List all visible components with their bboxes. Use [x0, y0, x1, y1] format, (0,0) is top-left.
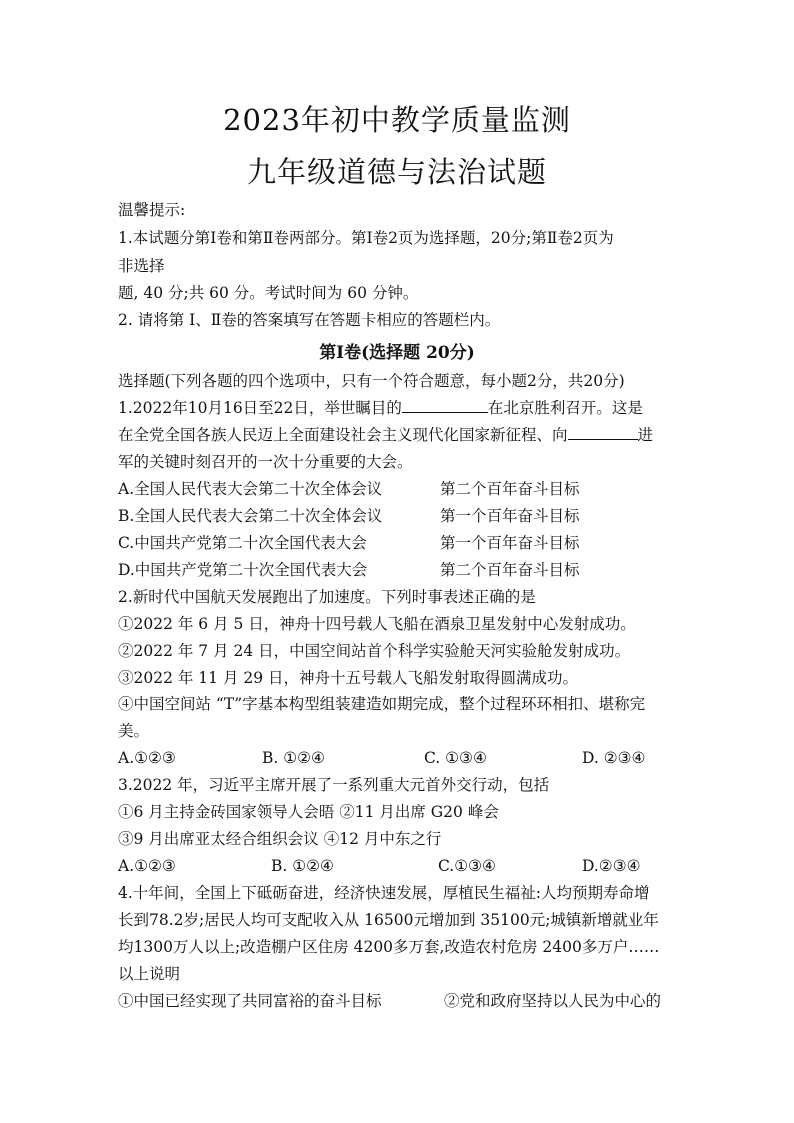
question-2-stem: 2.新时代中国航天发展跑出了加速度。下列时事表述正确的是: [118, 588, 536, 606]
q2-statement-3: ③2022 年 11 月 29 日，神舟十五号载人飞船发射取得圆满成功。: [118, 669, 579, 687]
question-1-line-1: [118, 398, 643, 418]
q2-statement-4-line-2: 美。: [118, 722, 150, 740]
q1-text-b: 在北京胜利召开。这是: [487, 399, 643, 417]
section-instructions: 选择题(下列各题的四个选项中，只有一个符合题意，每小题2分，共20分): [118, 372, 625, 390]
question-1-line-2: [118, 425, 653, 445]
q1-text-d: 进: [637, 426, 654, 444]
q4-statement-2: ②党和政府坚持以人民为中心的: [444, 992, 662, 1010]
q1-option-c-right: 第一个百年奋斗目标: [440, 534, 580, 552]
q1-option-c-left: C.中国共产党第二十次全国代表大会: [118, 534, 367, 552]
q1-option-a-right: 第二个百年奋斗目标: [440, 480, 580, 498]
q1-option-d-left: D.中国共产党第二十次全国代表大会: [118, 561, 368, 579]
answer-blank: [402, 398, 488, 413]
q2-statement-2: ②2022 年 7 月 24 日，中国空间站首个科学实验舱天河实验舱发射成功。: [118, 642, 631, 660]
q3-statements-3-4: ③9 月出席亚太经合组织会议 ④12 月中东之行: [118, 830, 442, 848]
q3-option-b: B. ①②④: [271, 857, 334, 875]
q2-statement-1: ①2022 年 6 月 5 日，神舟十四号载人飞船在酒泉卫星发射中心发射成功。: [118, 615, 636, 633]
question-4-line-4: 以上说明: [118, 965, 181, 983]
question-4-line-3: 均1300万人以上;改造棚户区住房 4200多万套,改造农村危房 2400多万户……: [118, 938, 660, 956]
q1-text-a: 1.2022年10月16日至22日，举世瞩目的: [118, 399, 402, 417]
q1-option-a-left: A.全国人民代表大会第二十次全体会议: [118, 480, 383, 498]
q1-option-b-right: 第一个百年奋斗目标: [440, 507, 580, 525]
tip-1-line-1: 1.本试题分第Ⅰ卷和第Ⅱ卷两部分。第Ⅰ卷2页为选择题，20分;第Ⅱ卷2页为: [118, 229, 614, 247]
question-4-line-2: 长到78.2岁;居民人均可支配收入从 16500元增加到 35100元;城镇新增就业年: [118, 911, 659, 929]
q3-option-d: D.②③④: [582, 857, 641, 875]
tip-1-line-3: 题, 40 分;共 60 分。考试时间为 60 分钟。: [118, 284, 419, 302]
q3-option-a: A.①②③: [118, 857, 176, 875]
q1-text-c: 在全党全国各族人民迈上全面建设社会主义现代化国家新征程、向: [118, 426, 568, 444]
tips-heading: 温馨提示:: [118, 201, 186, 219]
q1-option-d-right: 第二个百年奋斗目标: [440, 561, 580, 579]
q1-option-b-left: B.全国人民代表大会第二十次全体会议: [118, 507, 383, 525]
exam-title: 2023年初中教学质量监测: [223, 103, 571, 137]
q2-option-d: D. ②③④: [582, 749, 646, 767]
question-4-line-1: 4.十年间，全国上下砥砺奋进，经济快速发展，厚植民生福祉:人均预期寿命增: [118, 884, 650, 902]
question-3-stem: 3.2022 年，习近平主席开展了一系列重大元首外交行动，包括: [118, 776, 550, 794]
q3-statements-1-2: ①6 月主持金砖国家领导人会晤 ②11 月出席 G20 峰会: [118, 803, 499, 821]
tip-2: 2. 请将第 Ⅰ、Ⅱ卷的答案填写在答题卡相应的答题栏内。: [118, 311, 501, 329]
section-title: 第Ⅰ卷(选择题 20分): [319, 343, 475, 363]
q3-option-c: C.①③④: [438, 857, 496, 875]
q2-option-a: A.①②③: [118, 749, 176, 767]
exam-subtitle: 九年级道德与法治试题: [246, 155, 547, 189]
q2-statement-4-line-1: ④中国空间站 “T”字基本构型组装建造如期完成，整个过程环环相扣、堪称完: [118, 695, 646, 713]
q4-statement-1: ①中国已经实现了共同富裕的奋斗目标: [118, 992, 382, 1010]
answer-blank: [568, 425, 638, 440]
question-1-line-3: 军的关键时刻召开的一次十分重要的大会。: [118, 453, 413, 471]
tip-1-line-2: 非选择: [118, 257, 165, 275]
q2-option-b: B. ①②④: [262, 749, 325, 767]
q2-option-c: C. ①③④: [424, 749, 487, 767]
